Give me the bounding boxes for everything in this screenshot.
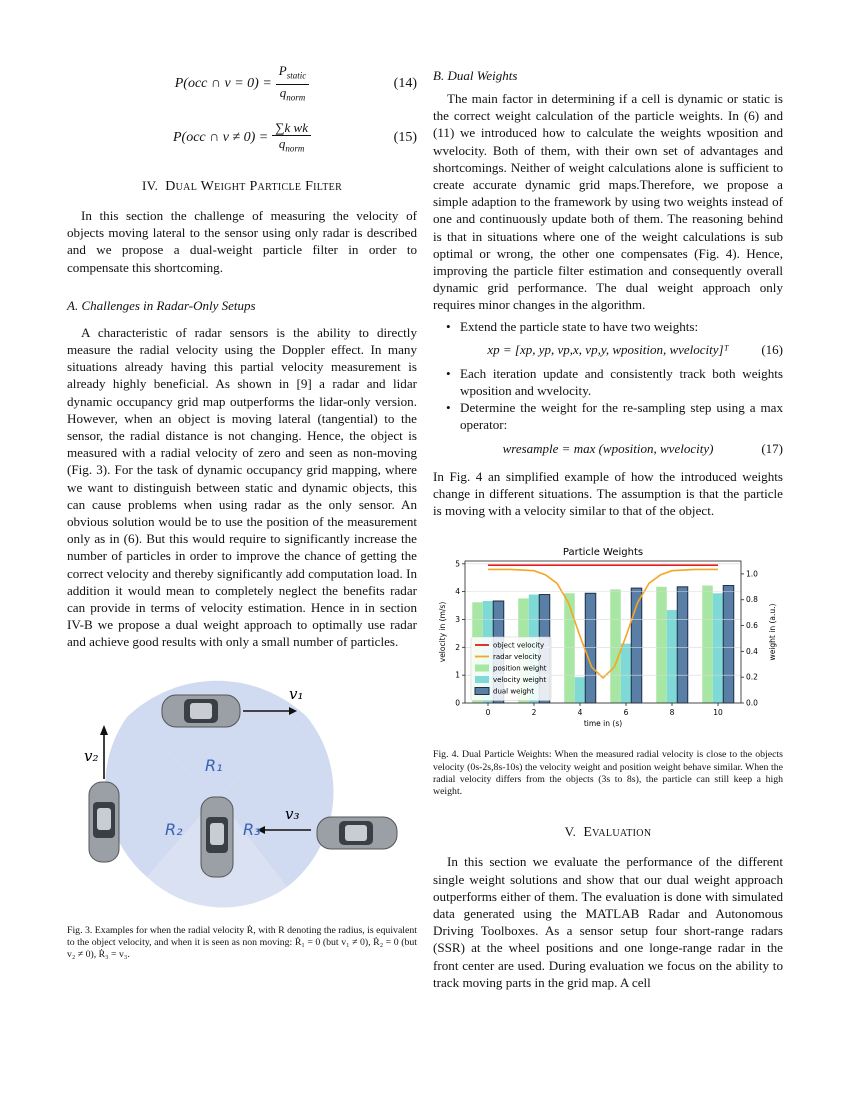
v2-label: v₂ [84,746,99,765]
list-item: • Determine the weight for the re-sampling step using a max operator: [433,399,783,433]
x-axis-label: time in (s) [583,719,623,729]
x-tick-label: 6 [623,708,629,718]
car-center [201,797,233,877]
y-right-tick-label: 0.6 [746,621,758,631]
y-right-tick-label: 0.0 [746,698,758,708]
chart-title: Particle Weights [562,547,644,559]
car-right [317,817,397,849]
bar-position-weight [702,586,713,703]
y-right-axis-label: weight in (a.u.) [768,603,777,661]
algorithm-steps [433,318,783,335]
y-tick-label: 0 [455,698,460,708]
car-left [89,782,119,862]
algorithm-steps-cont [433,365,783,434]
bar-position-weight [656,587,667,703]
radar-scenario-diagram [67,677,417,917]
r3-label: R₃ [243,819,261,839]
challenges-paragraph: A characteristic of radar sensors is the ability to directly measure the radial velocity using the Doppler effect. In many situations already having this partial velocity measurement is already highly beneficial. As shown in [9] a radar and lidar dynamic occupancy grid map outperforms the lidar-only version. However, when an object is moving lateral (tangential) to the sensor, the radial distance is not changing. Hence, the object is measured with a radial velocity of zero and seen as non-moving (Fig. 3). For the task of dynamic occupancy grid mapping, where we want to distinguish between static and dynamic objects, this can cause problems when using radar as the only sensor. An obvious solution would be to use the position of the measurement only as in (6). But this would require to significantly increase the number of particles in order to improve the chance of getting the correct velocity and thereby significantly add computation load. In addition it would mean to completely neglect the benefits radar can provide in terms of velocity estimation. Hence in in section IV-B we propose a dual weight approach to optimally use radar and achieve good results with only a small number of particles. [67,324,417,650]
y-right-tick-label: 0.2 [746,672,758,682]
y-right-tick-label: 1.0 [746,569,758,579]
v3-label: v₃ [285,804,300,823]
figure-4 [433,543,783,733]
x-tick-label: 0 [485,708,491,718]
legend-label: velocity weight [493,676,547,685]
bar-position-weight [610,590,621,704]
legend-label: dual weight [493,687,534,696]
equation-14: P(occ ∩ v = 0) = $\frac{P_{static}}{q_{norm}}$ (14) [174,62,417,103]
equation-number: (14) [393,76,417,91]
bar-velocity-weight [713,594,724,704]
equation-15: P(occ ∩ v ≠ 0) = $\frac{\text{∑k wk}}{q_{norm}}$ (15) [173,119,417,154]
bar-position-weight [564,594,575,704]
figure-3 [67,677,417,917]
y-axis-label: velocity in (m/s) [438,602,447,663]
x-tick-label: 10 [713,708,723,718]
y-tick-label: 1 [455,670,460,680]
evaluation-paragraph: In this section we evaluate the performance of the different single weight solutions and show that our dual weight approach outperforms either of them. The evaluation is done with simulated data generated using the MATLAB Radar and Autonomous Driving Toolboxes. As a sensor setup four short-range radars (SSR) at the wheel positions and one longe-range radar in the front center are used. During evaluation we focus on the ability to track moving parts in the grid map. A cell [433,854,783,990]
r2-label: R₂ [165,819,183,839]
figure-3-caption: Fig. 3. Examples for when the radial velocity Ṙ, with R denoting the radius, is equivalent to the object velocity, and when it is seen as non moving: Ṙ₁ = 0 (but v₁ ≠ 0), Ṙ₂ = 0 (but v₂ ≠ 0), Ṙ₃ = v₃. [67,924,417,961]
section-heading-iv: IV. Dual Weight Particle Filter [141,178,343,194]
equation-16: xp = [xp, yp, vp,x, vp,y, wposition, wvelocity]ᵀ (16) [487,341,783,357]
legend-swatch [475,665,489,672]
bar-dual-weight [585,594,596,704]
list-item: • Extend the particle state to have two weights: [433,318,783,335]
bar-velocity-weight [575,677,586,703]
y-tick-label: 2 [455,643,460,653]
y-tick-label: 3 [455,615,460,625]
x-tick-label: 8 [669,708,675,718]
dual-weights-paragraph: The main factor in determining if a cell is dynamic or static is the correct weight calculation of the particle weights. In (6) and (11) we introduced how to calculate the weights wposition and wvelocity. Both of them, with their own set of advantages and shortcomings. Neither of weight calculations alone is sufficient to create accurate dynamic grid maps.Therefore, we propose a simple adaption to the framework by using two weights instead of one and continuously update both of them. The reasoning behind is that in situations where one of the weight calculations is sub optimal or wrong, the other one compensates (Fig. 4). Hence, improving the particle filter estimation and consequently overall dynamic grid performance. The dual weight approach only requires minor changes in the algorithm. [433,91,783,313]
left-column [67,62,417,962]
legend-label: radar velocity [493,653,542,662]
equation-17: wresample = max (wposition, wvelocity) (17) [502,440,783,456]
section-heading-v: V. Evaluation [564,824,652,841]
legend-swatch [475,688,489,695]
fig4-intro-paragraph: In Fig. 4 an simplified example of how the introduced weights change in different situations. The assumption is that the particle is moving with a velocity similar to that of the object. [433,468,783,519]
y-tick-label: 5 [455,559,460,569]
equation-number: (17) [761,440,783,456]
legend-label: position weight [493,664,547,673]
subsection-heading-b: B. Dual Weights [433,68,518,83]
equation-number: (15) [393,130,417,145]
legend-label: object velocity [493,641,545,650]
bar-dual-weight [723,586,734,703]
bar-dual-weight [677,587,688,703]
list-item: • Each iteration update and consistently track both weights wposition and wvelocity. [433,365,783,399]
equation-number: (16) [761,341,783,357]
x-tick-label: 4 [577,708,583,718]
car-top [162,695,240,727]
figure-4-caption: Fig. 4. Dual Particle Weights: When the measured radial velocity is close to the objects velocity (0s-2s,8s-10s) the velocity weight and position weight behave similar. When the radial velocity differs from the objects (3s to 8s), the particle can still keep a high weight. [433,749,783,798]
y-tick-label: 4 [455,587,460,597]
bar-velocity-weight [621,644,632,703]
particle-weights-chart [433,543,783,733]
bar-velocity-weight [667,610,678,703]
x-tick-label: 2 [531,708,537,718]
v1-label: v₁ [289,684,304,703]
legend-swatch [475,676,489,683]
r1-label: R₁ [205,755,223,775]
y-right-tick-label: 0.8 [746,595,758,605]
subsection-heading-a: A. Challenges in Radar-Only Setups [67,297,256,313]
y-right-tick-label: 0.4 [746,647,758,657]
right-column [433,62,783,991]
intro-paragraph: In this section the challenge of measuring the velocity of objects moving lateral to the sensor using only radar is described and we propose a dual-weight particle filter in order to compensate this shortcoming. [67,208,417,275]
